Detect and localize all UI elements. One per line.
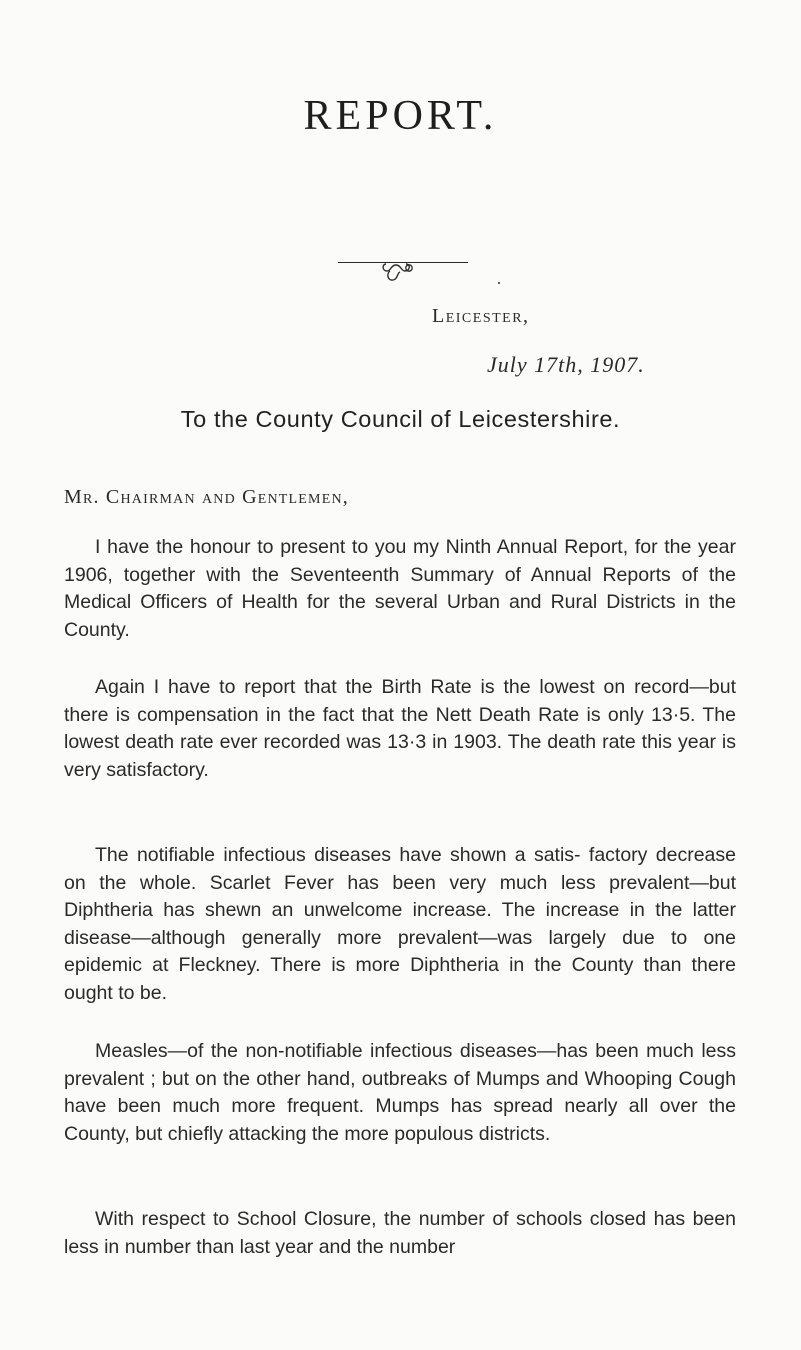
place-line: Leicester, [432, 305, 530, 327]
printers-ornament-icon [380, 258, 418, 284]
paragraph: Again I have to report that the Birth Rate is the lowest on record—but there is compensation in the fact that the Nett Death Rate is only 13·5. The lowest death rate ever recorded was 13·3 in 1903. The death rate this year is very satisfactory. [64, 676, 736, 781]
paragraph: The notifiable infectious diseases have shown a satis- factory decrease on the whole. Scarlet Fever has been very much less prevalent—but Diphtheria has shewn an unwelcome increase. The increase in the latter disease—although generally more prevalent—was largely due to one epidemic at Fleckney. There is more Diphtheria in the County than there ought to be. [64, 844, 736, 1004]
paragraph: Measles—of the non-notifiable infectious diseases—has been much less prevalent ; but on the other hand, outbreaks of Mumps and Whooping Cough have been much more frequent. Mumps has spread nearly all over the County, but chiefly attacking the more populous districts. [64, 1040, 736, 1145]
report-title: REPORT. [303, 93, 498, 139]
paragraph: With respect to School Closure, the number of schools closed has been less in number than last year and the number [64, 1208, 736, 1258]
stray-dot [498, 282, 500, 284]
date-line: July 17th, 1907. [487, 352, 645, 377]
paragraph: I have the honour to present to you my Ninth Annual Report, for the year 1906, together with the Seventeenth Summary of Annual Reports of the Medical Officers of Health for the several Urban and Rural Districts in the County. [64, 536, 736, 641]
addressee-heading: To the County Council of Leicestershire. [180, 406, 621, 432]
salutation: Mr. Chairman and Gentlemen, [64, 486, 349, 508]
